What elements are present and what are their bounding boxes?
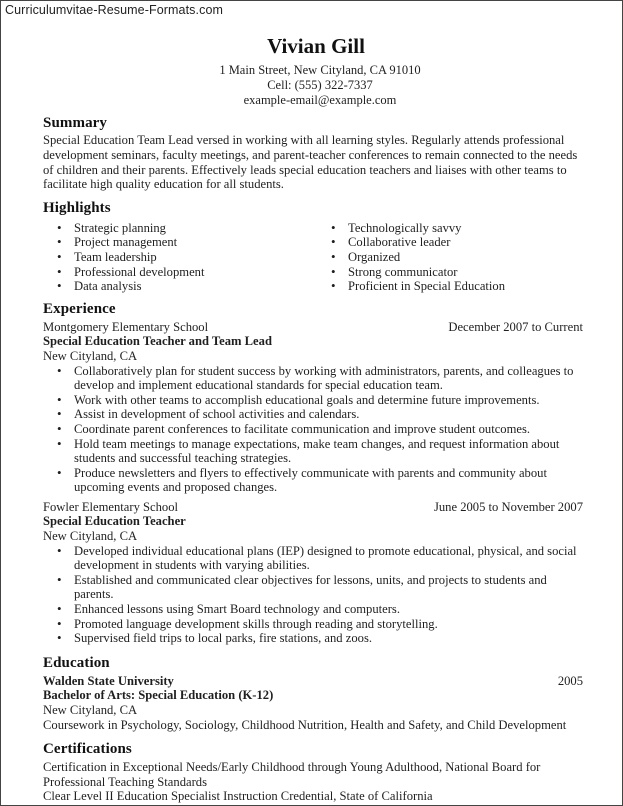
job-title: Special Education Teacher bbox=[43, 514, 186, 529]
summary-heading: Summary bbox=[43, 115, 108, 132]
contact-address: 1 Main Street, New Cityland, CA 91010 bbox=[219, 63, 421, 77]
education-location: New Cityland, CA bbox=[43, 703, 138, 718]
job-bullet: • Enhanced lessons using Smart Board technology and computers. bbox=[57, 602, 583, 617]
highlight-item: • Collaborative leader bbox=[331, 235, 505, 250]
job-bullet: • Work with other teams to accomplish educational goals and determine future improvements. bbox=[57, 393, 583, 408]
education-section bbox=[43, 655, 583, 732]
highlight-item: • Professional development bbox=[57, 265, 204, 280]
highlights-column-1 bbox=[57, 221, 204, 294]
job-header bbox=[43, 320, 583, 335]
job-employer: Montgomery Elementary School bbox=[43, 319, 209, 334]
certification-item: Clear Level II Education Specialist Instruction Credential, State of California bbox=[43, 789, 433, 804]
job-bullet: • Produce newsletters and flyers to effectively communicate with parents and community about upcoming events and proposed changes. bbox=[57, 466, 583, 495]
education-header bbox=[43, 674, 583, 689]
job-dates: December 2007 to Current bbox=[448, 319, 583, 334]
highlights-column-2 bbox=[331, 221, 505, 294]
job-bullet: • Hold team meetings to manage expectations, make team changes, and request information about students and successful teaching strategies. bbox=[57, 437, 583, 466]
education-heading: Education bbox=[43, 654, 110, 671]
resume-name: Vivian Gill bbox=[267, 34, 365, 58]
job-employer: Fowler Elementary School bbox=[43, 499, 179, 514]
job-header bbox=[43, 500, 583, 515]
job-bullet: • Assist in development of school activities and calendars. bbox=[57, 407, 583, 422]
job-location: New Cityland, CA bbox=[43, 348, 138, 363]
highlight-item: • Team leadership bbox=[57, 250, 204, 265]
job-entry bbox=[43, 500, 583, 646]
job-bullet: • Promoted language development skills through reading and storytelling. bbox=[57, 617, 583, 632]
job-bullet: • Established and communicated clear objectives for lessons, units, and projects to students and parents. bbox=[57, 573, 583, 602]
job-bullets bbox=[57, 544, 583, 646]
highlight-item: • Proficient in Special Education bbox=[331, 279, 505, 294]
contact-block bbox=[43, 63, 583, 107]
certifications-section bbox=[43, 741, 583, 804]
education-degree: Bachelor of Arts: Special Education (K-12) bbox=[43, 688, 274, 703]
highlights-section bbox=[43, 200, 583, 293]
highlights-heading: Highlights bbox=[43, 199, 111, 216]
summary-section bbox=[43, 115, 583, 191]
job-dates: June 2005 to November 2007 bbox=[433, 499, 583, 514]
summary-text: Special Education Team Lead versed in working with all learning styles. Regularly attends professional development seminars, faculty meetings, and parent-teacher conferences to remain connected to the needs of children and their parents. Effectively leads special education teachers and liaises with other teams to facilitate high quality education for all students. bbox=[43, 133, 578, 192]
highlight-item: • Data analysis bbox=[57, 279, 204, 294]
job-bullets bbox=[57, 364, 583, 495]
resume-document bbox=[43, 30, 583, 804]
education-coursework: Coursework in Psychology, Sociology, Childhood Nutrition, Health and Safety, and Child Development bbox=[43, 717, 567, 732]
job-entry bbox=[43, 320, 583, 495]
education-year: 2005 bbox=[557, 673, 583, 688]
certification-item: Certification in Exceptional Needs/Early Childhood through Young Adulthood, National Board for Professional Teaching Standards bbox=[43, 760, 541, 789]
experience-section bbox=[43, 301, 583, 646]
certifications-heading: Certifications bbox=[43, 741, 132, 758]
highlight-item: • Organized bbox=[331, 250, 505, 265]
education-school: Walden State University bbox=[43, 673, 174, 688]
job-bullet: • Collaboratively plan for student success by working with administrators, parents, and colleagues to develop and implement educational standards for special education team. bbox=[57, 364, 583, 393]
job-bullet: • Coordinate parent conferences to facilitate communication and improve student outcomes. bbox=[57, 422, 583, 437]
experience-heading: Experience bbox=[43, 300, 116, 317]
job-bullet: • Developed individual educational plans (IEP) designed to promote educational, physical, and social development in students with varying abilities. bbox=[57, 544, 583, 573]
highlight-item: • Strong communicator bbox=[331, 265, 505, 280]
job-bullet: • Supervised field trips to local parks, fire stations, and zoos. bbox=[57, 631, 583, 646]
highlight-item: • Strategic planning bbox=[57, 221, 204, 236]
highlights-list bbox=[43, 221, 583, 293]
watermark: Curriculumvitae-Resume-Formats.com bbox=[5, 3, 224, 17]
contact-email: example-email@example.com bbox=[243, 92, 397, 107]
highlight-item: • Technologically savvy bbox=[331, 221, 505, 236]
job-title: Special Education Teacher and Team Lead bbox=[43, 334, 272, 349]
highlight-item: • Project management bbox=[57, 235, 204, 250]
job-location: New Cityland, CA bbox=[43, 529, 138, 544]
contact-phone: Cell: (555) 322-7337 bbox=[267, 77, 373, 92]
